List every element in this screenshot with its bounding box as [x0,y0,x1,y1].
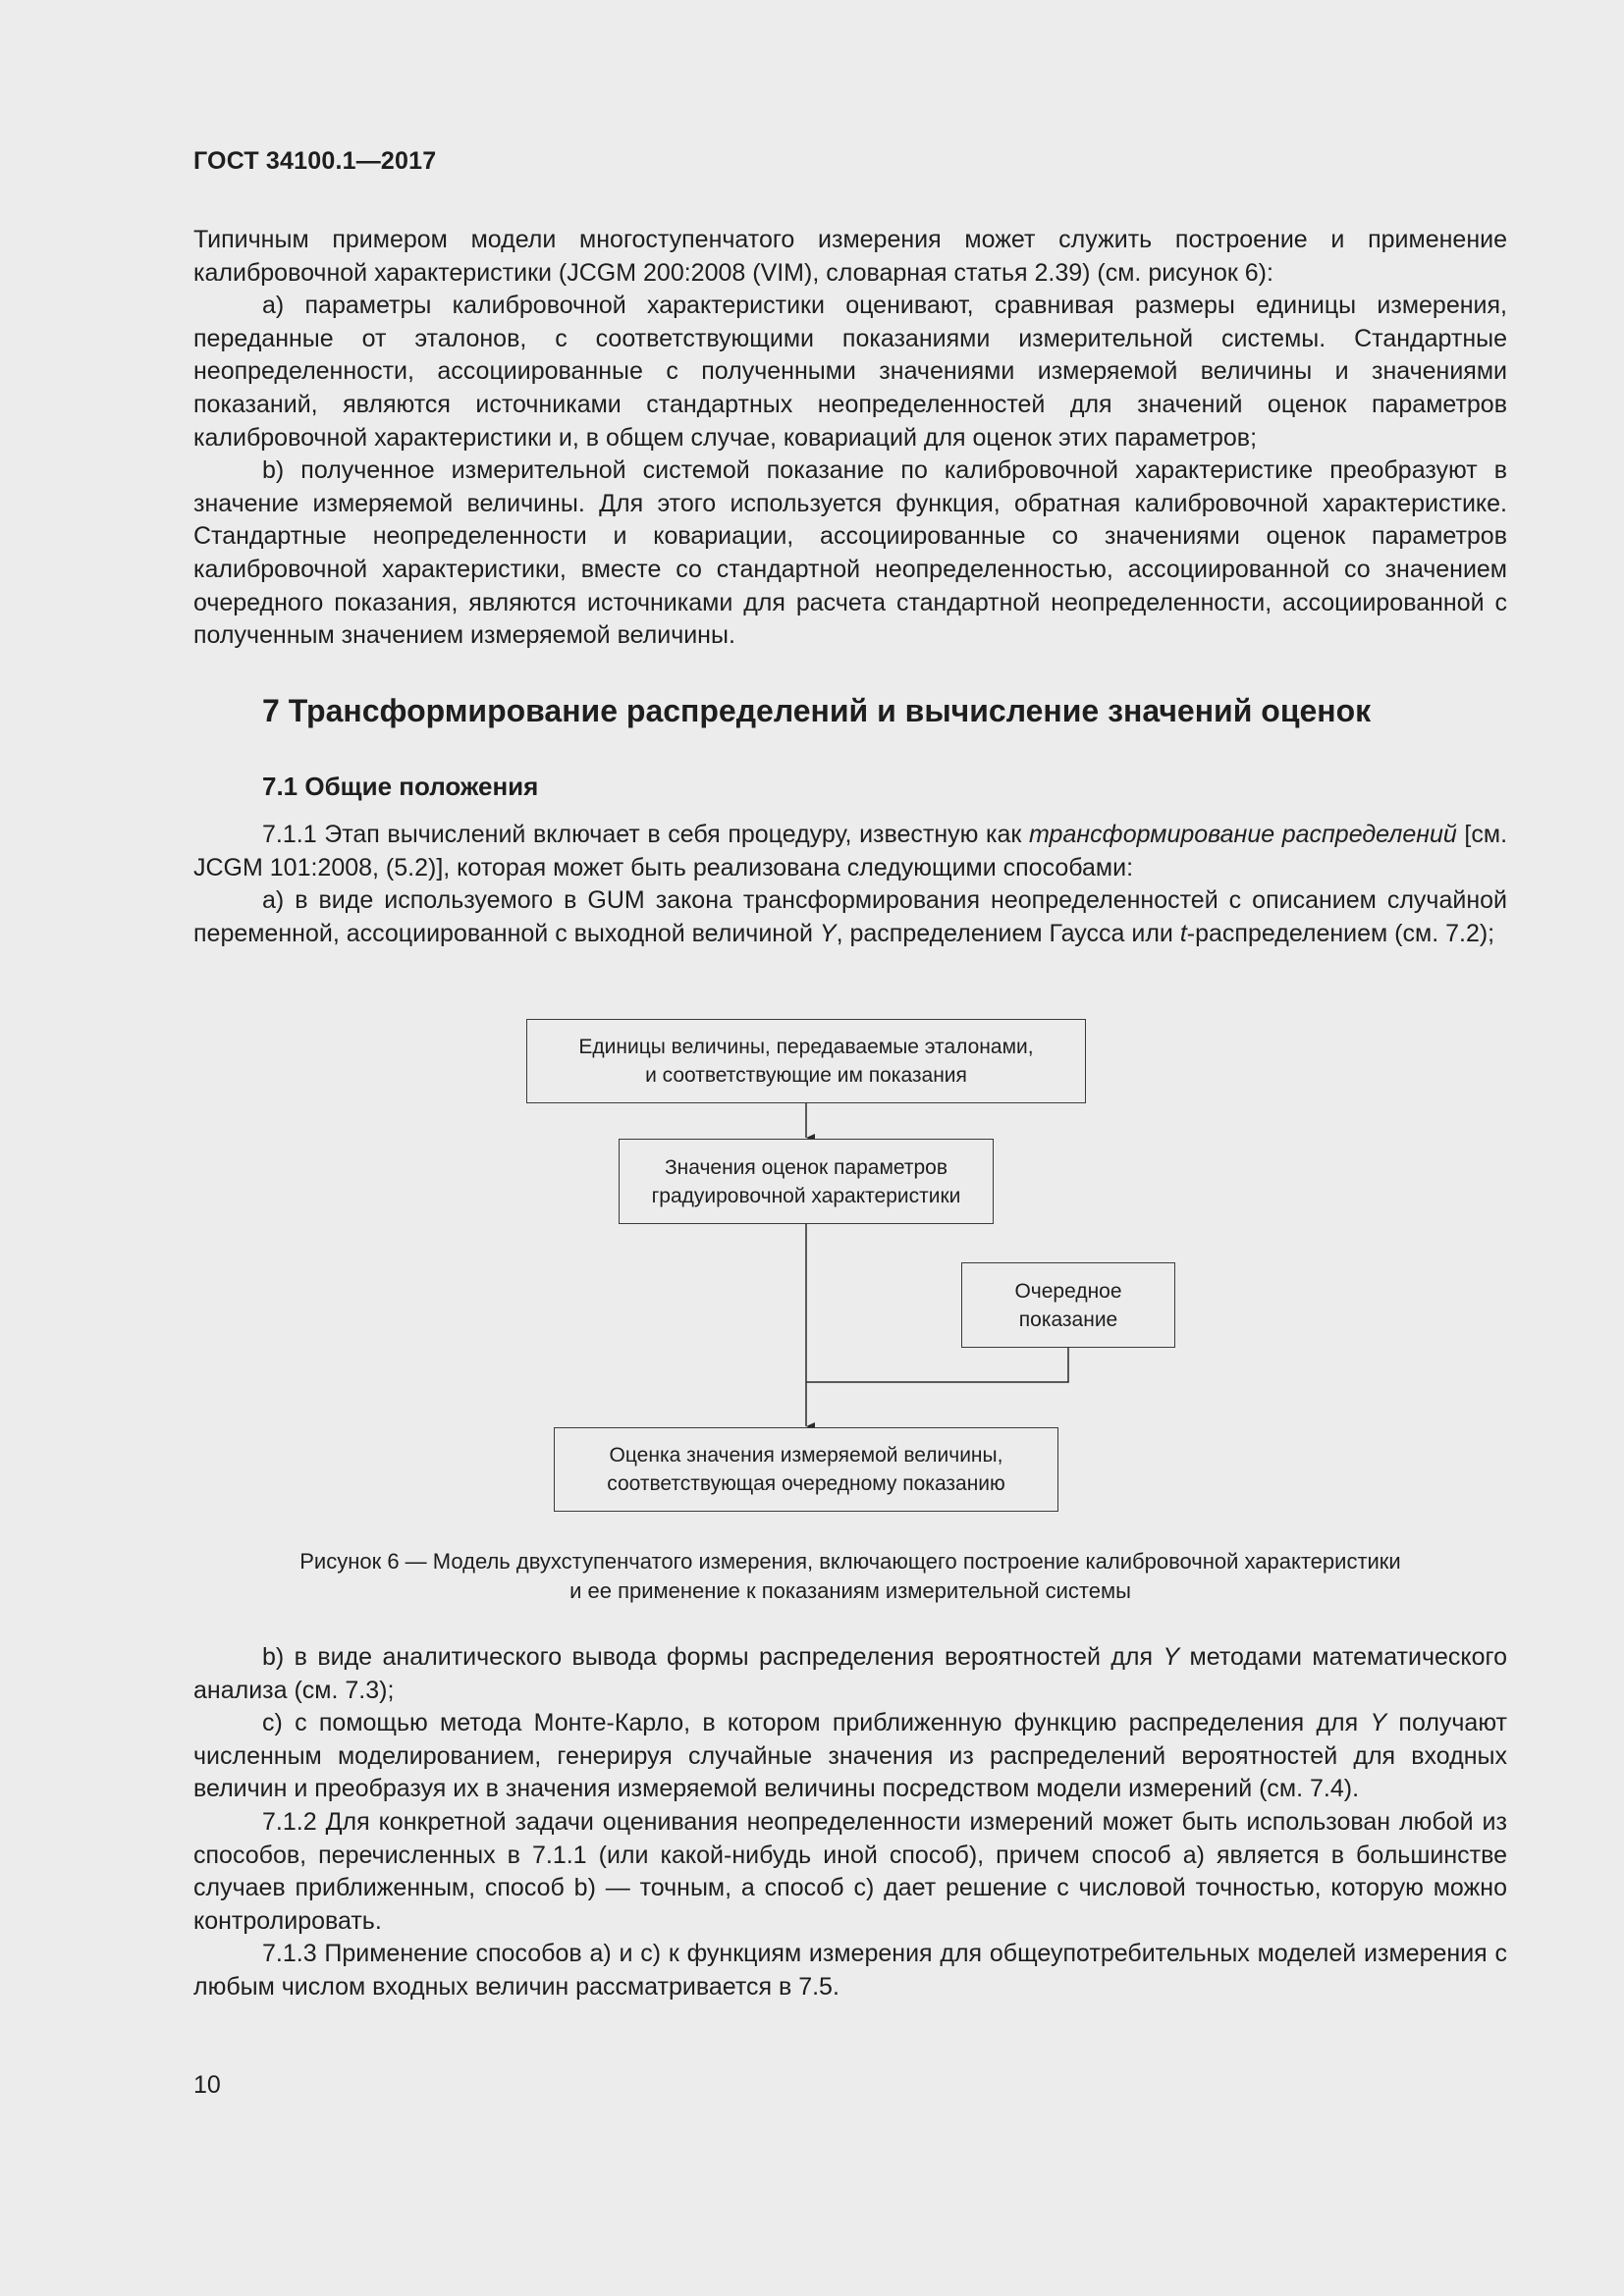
page-number: 10 [193,2071,221,2099]
item-c-var-y: Y [1370,1709,1387,1737]
intro-item-a: a) параметры калибровочной характеристики оценивают, сравнивая размеры единицы измерения, переданные от эталонов, с соответствующими показаниями измерительной системы. Стандартные неопределенности, ассоциированные с полученными значениями измеряемой величины и значениями показаний, являются источниками стандартных неопределенностей для значений оценок параметров калибровочной характеристики и, в общем случае, ковариаций для оценок этих параметров; [193,292,1507,452]
box-units-label: Единицы величины, передаваемые эталонами, и соответствующие им показания [578,1036,1034,1087]
caption-line-1: Рисунок 6 — Модель двухступенчатого измерения, включающего построение калибровочной характеристики [299,1549,1401,1574]
box-params-label: Значения оценок параметров градуировочной характеристики [651,1155,961,1207]
item-b-part2: методами математического анализа (см. 7.3); [193,1643,1507,1704]
p711-start: 7.1.1 Этап вычислений включает в себя процедуру, известную как [262,821,1029,848]
caption-line-2: и ее применение к показаниям измерительной системы [569,1578,1131,1603]
p711-end: [см. JCGM 101:2008, (5.2)], которая может быть реализована следующими способами: [193,821,1508,881]
after-figure-text [193,1641,1507,2004]
item-a-part3: -распределением (см. 7.2); [1186,919,1495,947]
flow-box-result-estimate [554,1427,1058,1512]
line-next-to-junction [806,1348,1068,1382]
paragraph-7-1-2: 7.1.2 Для конкретной задачи оценивания неопределенности измерений может быть использован любой из способов, перечисленных в 7.1.1 (или какой-нибудь иной способ), причем способ a) является в большинстве случаев приближенным, способ b) — точным, а способ c) дает решение с числовой точностью, которую можно контролировать. [193,1807,1507,1935]
item-c-part1: c) с помощью метода Монте-Карло, в котором приближенную функцию распределения для [262,1709,1371,1737]
box-result-label: Оценка значения измеряемой величины, соответствующая очередному показанию [607,1444,1005,1495]
figure-caption [193,1547,1507,1606]
item-a-part1: a) в виде используемого в GUM закона трансформирования неопределенностей с описанием случайной переменной, ассоциированной с выходной величиной [193,886,1507,947]
item-a-var-y: Y [819,919,837,947]
method-item-c [193,1707,1507,1806]
flow-box-parameter-estimates [619,1139,994,1224]
section-7-1-title: 7.1 Общие положения [262,772,539,801]
intro-item-b: b) полученное измерительной системой показание по калибровочной характеристике преобразуют в значение измеряемой величины. Для этого используется функция, обратная калибровочной характеристике. Стандартные неопределенности и ковариации, ассоциированные со значениями оценок параметров калибровочной характеристики, вместе со стандартной неопределенностью, ассоциированной со значением очередного показания, являются источниками для расчета стандартной неопределенности, ассоциированной с полученным значением измеряемой величины. [193,456,1507,650]
item-a-var-t: t [1179,919,1187,947]
item-b-var-y: Y [1163,1643,1180,1671]
method-item-b [193,1641,1507,1707]
intro-paragraph: Типичным примером модели многоступенчатого измерения может служить построение и применение калибровочной характеристики (JCGM 200:2008 (VIM), словарная статья 2.39) (см. рисунок 6): [193,226,1507,287]
document-header: ГОСТ 34100.1—2017 [193,147,437,175]
flow-box-next-reading [961,1262,1175,1348]
item-b-part1: b) в виде аналитического вывода формы распределения вероятностей для [262,1643,1164,1671]
box-next-label: Очередное показание [1014,1279,1122,1331]
paragraph-7-1-3: 7.1.3 Применение способов a) и c) к функциям измерения для общеупотребительных моделей измерения с любым числом входных величин рассматривается в 7.5. [193,1940,1507,2001]
item-c-part2: получают численным моделированием, генерируя случайные значения из распределений вероятностей для входных величин и преобразуя их в значения измеряемой величины посредством модели измерений (см. 7.4). [193,1709,1507,1803]
item-a-part2: , распределением Гаусса или [836,919,1180,947]
section-7-title: 7 Трансформирование распределений и вычисление значений оценок [262,693,1372,728]
p711-italic-term: трансформирование распределений [1029,821,1457,848]
flow-box-units-and-readings [526,1019,1086,1103]
